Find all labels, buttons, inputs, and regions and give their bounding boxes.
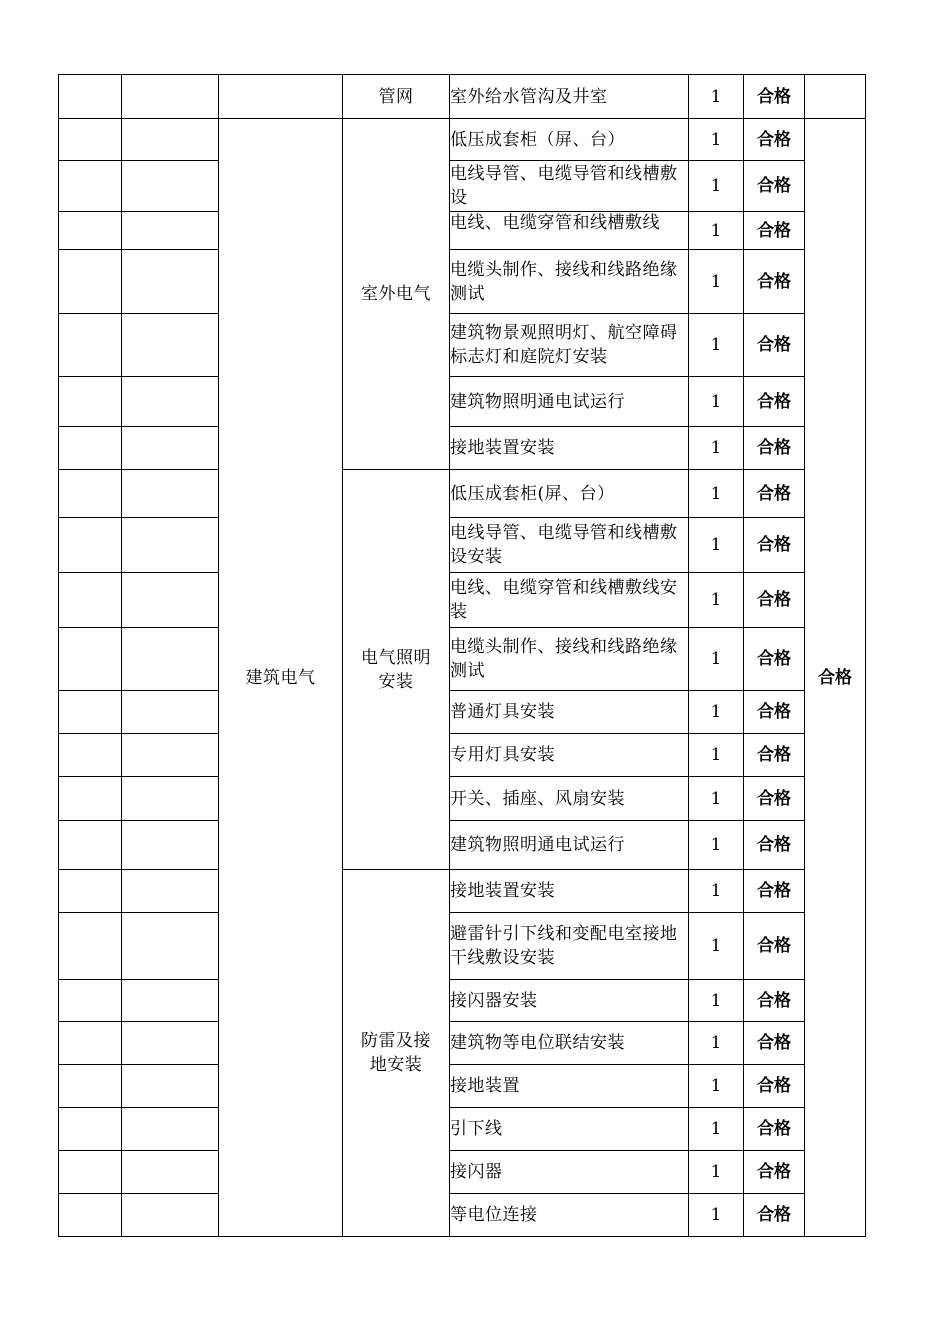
blank-cell (805, 75, 866, 119)
blank-cell (59, 980, 122, 1022)
blank-cell (122, 377, 219, 427)
item-result: 合格 (744, 821, 805, 870)
blank-cell (122, 250, 219, 314)
table-row (59, 250, 866, 314)
blank-cell (59, 1022, 122, 1065)
blank-cell (122, 628, 219, 691)
item-quantity: 1 (689, 691, 744, 734)
blank-cell (122, 470, 219, 518)
item-quantity: 1 (689, 377, 744, 427)
inspection-item: 电缆头制作、接线和线路绝缘测试 (450, 250, 689, 314)
inspection-item: 避雷针引下线和变配电室接地干线敷设安装 (450, 913, 689, 980)
blank-cell (122, 980, 219, 1022)
quality-acceptance-table (58, 74, 866, 1237)
blank-cell (122, 1065, 219, 1108)
division-name: 建筑电气 (219, 119, 343, 1237)
blank-cell (122, 870, 219, 913)
blank-cell (59, 212, 122, 250)
item-quantity: 1 (689, 1065, 744, 1108)
blank-cell (122, 75, 219, 119)
inspection-item: 电线导管、电缆导管和线槽敷设 (450, 161, 689, 212)
item-quantity: 1 (689, 1194, 744, 1237)
item-quantity: 1 (689, 913, 744, 980)
subdivision-name: 管网 (343, 75, 450, 119)
table-row (59, 980, 866, 1022)
inspection-item: 低压成套柜(屏、台） (450, 470, 689, 518)
item-quantity: 1 (689, 1022, 744, 1065)
item-quantity: 1 (689, 470, 744, 518)
blank-cell (122, 821, 219, 870)
table-row (59, 821, 866, 870)
item-result: 合格 (744, 518, 805, 573)
inspection-item: 建筑物等电位联结安装 (450, 1022, 689, 1065)
blank-cell (59, 377, 122, 427)
inspection-item: 低压成套柜（屏、台） (450, 119, 689, 161)
inspection-item: 电缆头制作、接线和线路绝缘测试 (450, 628, 689, 691)
blank-cell (59, 1108, 122, 1151)
table-row (59, 913, 866, 980)
subdivision-name: 电气照明安装 (343, 470, 450, 870)
table-row (59, 1108, 866, 1151)
item-quantity: 1 (689, 427, 744, 470)
item-quantity: 1 (689, 821, 744, 870)
blank-cell (59, 250, 122, 314)
blank-cell (122, 1022, 219, 1065)
item-quantity: 1 (689, 314, 744, 377)
table-row (59, 427, 866, 470)
inspection-item: 普通灯具安装 (450, 691, 689, 734)
item-quantity: 1 (689, 573, 744, 628)
inspection-item: 开关、插座、风扇安装 (450, 777, 689, 821)
blank-cell (122, 1151, 219, 1194)
blank-cell (122, 161, 219, 212)
item-quantity: 1 (689, 518, 744, 573)
table-row (59, 628, 866, 691)
blank-cell (59, 75, 122, 119)
blank-cell (122, 427, 219, 470)
blank-cell (122, 734, 219, 777)
inspection-item: 电线、电缆穿管和线槽敷线 (450, 212, 689, 250)
table-row (59, 377, 866, 427)
item-result: 合格 (744, 75, 805, 119)
item-quantity: 1 (689, 1151, 744, 1194)
item-result: 合格 (744, 870, 805, 913)
blank-cell (59, 161, 122, 212)
table-row (59, 119, 866, 161)
item-quantity: 1 (689, 212, 744, 250)
inspection-item: 引下线 (450, 1108, 689, 1151)
table-row (59, 314, 866, 377)
table-row (59, 870, 866, 913)
item-quantity: 1 (689, 980, 744, 1022)
item-result: 合格 (744, 470, 805, 518)
item-result: 合格 (744, 573, 805, 628)
table-row (59, 161, 866, 212)
blank-cell (59, 1194, 122, 1237)
item-result: 合格 (744, 628, 805, 691)
item-result: 合格 (744, 427, 805, 470)
item-result: 合格 (744, 1108, 805, 1151)
blank-cell (59, 470, 122, 518)
blank-cell (122, 691, 219, 734)
item-result: 合格 (744, 119, 805, 161)
blank-cell (122, 1194, 219, 1237)
item-result: 合格 (744, 161, 805, 212)
blank-cell (59, 777, 122, 821)
item-quantity: 1 (689, 870, 744, 913)
table-row (59, 573, 866, 628)
table-row (59, 734, 866, 777)
item-result: 合格 (744, 1151, 805, 1194)
blank-cell (59, 734, 122, 777)
item-result: 合格 (744, 777, 805, 821)
item-quantity: 1 (689, 250, 744, 314)
blank-cell (122, 314, 219, 377)
inspection-item: 建筑物照明通电试运行 (450, 821, 689, 870)
item-quantity: 1 (689, 777, 744, 821)
item-result: 合格 (744, 913, 805, 980)
blank-cell (59, 913, 122, 980)
blank-cell (122, 119, 219, 161)
table-row (59, 75, 866, 119)
blank-cell (122, 573, 219, 628)
table-row (59, 1194, 866, 1237)
table-row (59, 212, 866, 250)
inspection-item: 接闪器 (450, 1151, 689, 1194)
inspection-item: 接地装置 (450, 1065, 689, 1108)
item-quantity: 1 (689, 734, 744, 777)
table-row (59, 518, 866, 573)
item-quantity: 1 (689, 119, 744, 161)
inspection-item: 等电位连接 (450, 1194, 689, 1237)
blank-cell (219, 75, 343, 119)
blank-cell (59, 573, 122, 628)
blank-cell (59, 427, 122, 470)
blank-cell (122, 1108, 219, 1151)
blank-cell (59, 821, 122, 870)
subdivision-name: 防雷及接地安装 (343, 870, 450, 1237)
inspection-item: 建筑物照明通电试运行 (450, 377, 689, 427)
blank-cell (59, 314, 122, 377)
inspection-item: 专用灯具安装 (450, 734, 689, 777)
table-row (59, 1022, 866, 1065)
table-row (59, 777, 866, 821)
blank-cell (122, 777, 219, 821)
table-row (59, 1151, 866, 1194)
blank-cell (122, 212, 219, 250)
inspection-item: 接地装置安装 (450, 870, 689, 913)
subdivision-name: 室外电气 (343, 119, 450, 470)
item-quantity: 1 (689, 161, 744, 212)
item-result: 合格 (744, 734, 805, 777)
inspection-item: 室外给水管沟及井室 (450, 75, 689, 119)
table-row (59, 691, 866, 734)
table-row (59, 470, 866, 518)
blank-cell (122, 913, 219, 980)
blank-cell (59, 691, 122, 734)
item-result: 合格 (744, 250, 805, 314)
item-quantity: 1 (689, 1108, 744, 1151)
item-result: 合格 (744, 1065, 805, 1108)
inspection-item: 接闪器安装 (450, 980, 689, 1022)
inspection-item: 电线导管、电缆导管和线槽敷设安装 (450, 518, 689, 573)
blank-cell (59, 1065, 122, 1108)
item-result: 合格 (744, 1194, 805, 1237)
item-result: 合格 (744, 377, 805, 427)
item-result: 合格 (744, 980, 805, 1022)
overall-result: 合格 (805, 119, 866, 1237)
item-result: 合格 (744, 314, 805, 377)
blank-cell (59, 119, 122, 161)
item-quantity: 1 (689, 628, 744, 691)
inspection-item: 电线、电缆穿管和线槽敷线安装 (450, 573, 689, 628)
blank-cell (59, 870, 122, 913)
item-result: 合格 (744, 212, 805, 250)
inspection-item: 接地装置安装 (450, 427, 689, 470)
item-result: 合格 (744, 691, 805, 734)
item-quantity: 1 (689, 75, 744, 119)
blank-cell (122, 518, 219, 573)
inspection-item: 建筑物景观照明灯、航空障碍标志灯和庭院灯安装 (450, 314, 689, 377)
blank-cell (59, 1151, 122, 1194)
blank-cell (59, 518, 122, 573)
item-result: 合格 (744, 1022, 805, 1065)
table-row (59, 1065, 866, 1108)
blank-cell (59, 628, 122, 691)
